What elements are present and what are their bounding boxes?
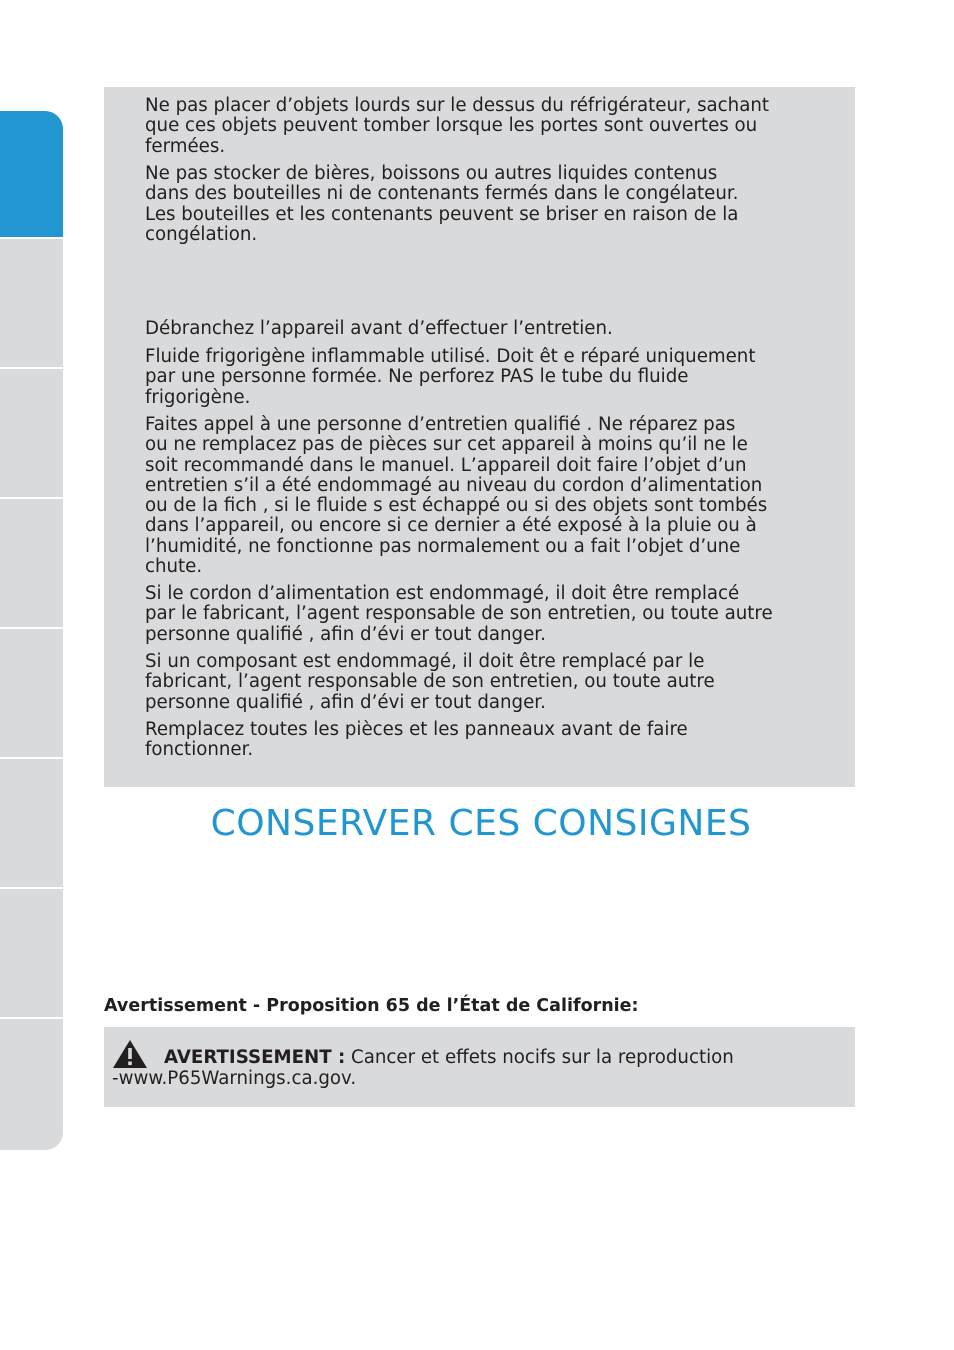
warning-flammable-refrigerant: Fluide frigorigène inflammable utilisé. Doit êt e réparé uniquement par une personne formée. Ne perforez PAS le tube du fluide frigorigène. [145,346,756,408]
tab-separator [0,887,63,889]
prop65-title: Avertissement - Proposition 65 de l’État de Californie: [104,996,639,1016]
tab-separator [0,1017,63,1019]
prop65-warning-text [164,1048,734,1068]
side-tab-4[interactable] [0,501,63,629]
tab-separator [0,237,63,239]
side-tab-8[interactable] [0,1021,63,1150]
side-tab-7[interactable] [0,891,63,1019]
warning-damaged-component: Si un composant est endommagé, il doit être remplacé par le fabricant, l’agent responsable de son entretien, ou toute autre personne qualifié , afin d’évi er tout danger. [145,651,715,713]
tab-separator [0,497,63,499]
prop65-warning-body: Cancer et effets nocifs sur la reproduction [345,1047,734,1068]
warning-unplug: Débranchez l’appareil avant d’effectuer l’entretien. [145,318,613,339]
page-heading: CONSERVER CES CONSIGNES [210,803,752,844]
side-tab-5[interactable] [0,631,63,759]
side-tab-2[interactable] [0,241,63,369]
side-tab-3[interactable] [0,371,63,499]
tab-separator [0,757,63,759]
tab-separator [0,367,63,369]
warning-qualified-service: Faites appel à une personne d’entretien qualifié . Ne réparez pas ou ne remplacez pas de pièces sur cet appareil à moins qu’il ne le soit recommandé dans le manuel. L’appareil doit faire l’objet d’un entretien s’il a été endommagé au niveau du cordon d’alimentation ou de la fich , si le fluide s est échappé ou si des objets sont tombés dans l’appareil, ou encore si ce dernier a été exposé à la pluie ou à l’humidité, ne fonctionne pas normalement ou a fait l’objet d’une chute. [145,414,768,578]
warning-triangle-icon [112,1039,148,1069]
prop65-warning-label: AVERTISSEMENT : [164,1047,346,1068]
prop65-link[interactable]: -www.P65Warnings.ca.gov. [112,1068,357,1089]
tab-separator [0,627,63,629]
warning-power-cord: Si le cordon d’alimentation est endommagé, il doit être remplacé par le fabricant, l’agent responsable de son entretien, ou toute autre personne qualifié , afin d’évi er tout danger. [145,583,773,645]
side-tab-1[interactable] [0,111,63,239]
warning-bottles-freezer: Ne pas stocker de bières, boissons ou autres liquides contenus dans des bouteilles ni de contenants fermés dans le congélateur. Les bouteilles et les contenants peuvent se briser en raison de la congélation. [145,163,739,245]
warning-replace-parts: Remplacez toutes les pièces et les panneaux avant de faire fonctionner. [145,719,688,761]
side-tab-strip [0,111,63,1150]
warning-heavy-objects: Ne pas placer d’objets lourds sur le dessus du réfrigérateur, sachant que ces objets peuvent tomber lorsque les portes sont ouvertes ou fermées. [145,95,770,157]
